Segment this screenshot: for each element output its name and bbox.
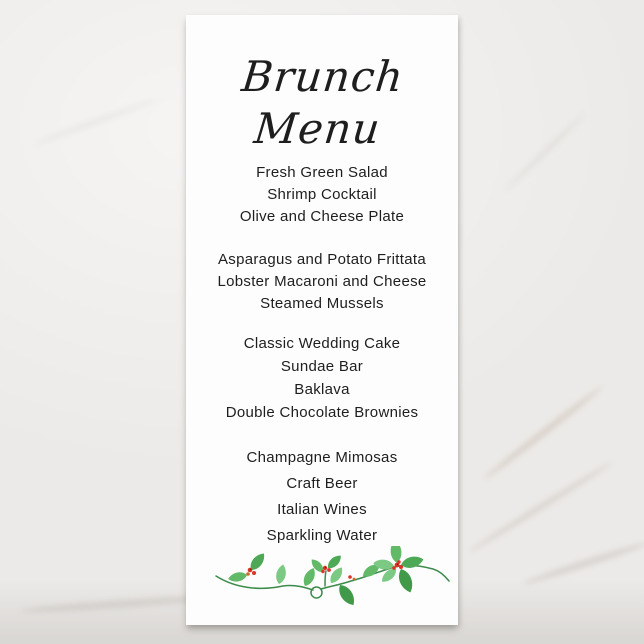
menu-section-drinks [186,445,458,549]
marble-vein [467,460,614,554]
vine-decoration-icon [213,546,455,612]
menu-item: Baklava [294,381,350,398]
menu-item: Sundae Bar [280,358,364,375]
menu-item: Italian Wines [277,501,367,518]
marble-vein [504,112,586,191]
menu-item: Steamed Mussels [260,295,384,312]
menu-title [179,15,466,155]
vine-leaf-cluster-right [373,546,425,595]
vine-leaf-cluster-left [227,550,268,583]
menu-item: Olive and Cheese Plate [239,208,405,225]
menu-section-appetizers [186,162,458,228]
menu-item: Sparkling Water [266,527,378,544]
menu-card [186,15,458,625]
menu-item: Champagne Mimosas [246,449,398,466]
marble-vein [482,384,604,481]
menu-item: Double Chocolate Brownies [225,404,419,421]
menu-section-mains [186,249,458,315]
marble-vein [522,540,644,587]
menu-title-line1: Brunch [239,52,407,101]
menu-title-line2: Menu [251,104,383,153]
marble-vein [33,98,157,146]
menu-item: Craft Beer [286,475,358,492]
menu-item: Asparagus and Potato Frittata [218,251,426,268]
menu-section-desserts [186,332,458,424]
menu-item: Fresh Green Salad [256,164,388,181]
menu-item: Classic Wedding Cake [243,335,401,352]
menu-item: Shrimp Cocktail [267,186,377,203]
menu-item: Lobster Macaroni and Cheese [217,273,427,290]
